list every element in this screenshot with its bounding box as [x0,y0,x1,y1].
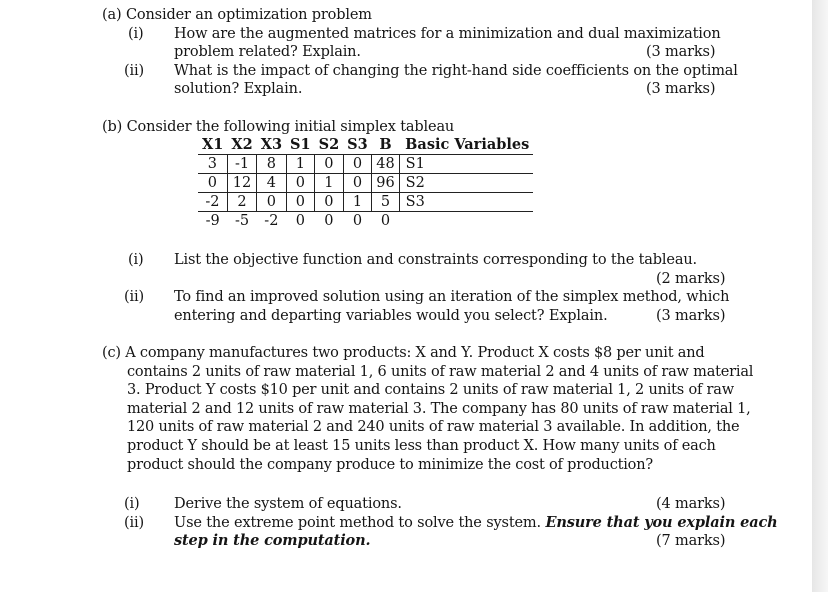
header-x1: X1 [202,136,224,153]
part-a-ii-line2: solution? Explain. [174,81,303,97]
table-cell: -9 [205,213,220,229]
table-cell: 0 [343,174,372,193]
part-b-ii-line2: entering and departing variables would you select? Explain. [174,308,608,324]
part-c-text: (c) A company manufactures two products: X and Y. Product X costs $8 per unit and contains 2 units of raw material 1, 6 units of raw material 2 and 4 units of raw material 3. Product Y costs $10 per unit and contains 2 units of raw material 1, 2 units of raw material 2 and 12 units of raw material 3. The company has 80 units of raw material 1, 120 units of raw material 2 and 240 units of raw material 3 available. In addition, the product Y should be at least 15 units less than product X. How many units of each product should the company produce to minimize the cost of production? [102,345,754,473]
table-cell: 0 [315,155,344,174]
header-x2: X2 [231,136,253,153]
header-s1: S1 [290,136,311,153]
page-edge [812,0,828,592]
part-c-i-number: (i) [124,496,140,512]
table-cell: 1 [286,155,315,174]
table-cell-basic-variable: S1 [399,155,533,174]
table-cell: 0 [198,174,227,193]
part-a-ii-number: (ii) [124,63,144,79]
part-a-i-line1: How are the augmented matrices for a minimization and dual maximization [174,26,721,42]
table-row-objective [198,212,533,231]
part-c-ii-plain: Use the extreme point method to solve the system. [174,515,541,531]
table-cell: 48 [372,155,399,174]
table-cell: -1 [227,155,256,174]
table-cell: -2 [264,213,279,229]
table-cell-basic-variable: S2 [399,174,533,193]
part-c-i-text: Derive the system of equations. [174,496,402,512]
table-row [198,174,533,193]
table-cell: 0 [324,213,334,229]
table-cell: 0 [380,213,391,229]
table-cell: 1 [315,174,344,193]
part-a-ii-line1: What is the impact of changing the right-hand side coefficients on the optimal [174,63,738,79]
table-cell: 3 [198,155,227,174]
table-cell-basic-variable [399,212,533,231]
table-cell: 0 [343,155,372,174]
simplex-tableau [198,136,533,230]
table-cell: 1 [343,193,372,212]
table-cell: 0 [295,213,305,229]
part-c-ii-emphasis-1: Ensure that you explain each [545,514,778,531]
header-s3: S3 [347,136,368,153]
part-c-i-marks: (4 marks) [656,496,726,512]
table-cell: 0 [286,193,315,212]
table-cell: 12 [227,174,256,193]
table-cell: -2 [198,193,227,212]
part-c-ii-marks: (7 marks) [656,533,726,549]
part-b-ii-line1: To find an improved solution using an iteration of the simplex method, which [174,289,730,305]
header-basic-variables: Basic Variables [405,136,530,153]
table-cell: -5 [234,213,250,229]
table-cell: 96 [372,174,399,193]
part-c-ii-line1 [174,514,778,532]
table-cell: 2 [227,193,256,212]
header-x3: X3 [260,136,283,153]
table-cell-basic-variable: S3 [399,193,533,212]
part-c-paragraph [102,344,757,474]
table-cell: 0 [286,174,315,193]
table-cell: 4 [257,174,286,193]
table-row [198,155,533,174]
header-s2: S2 [318,136,340,153]
part-b-i-marks: (2 marks) [656,271,726,287]
part-a-heading: (a) Consider an optimization problem [102,7,372,23]
part-b-i-text: List the objective function and constraints corresponding to the tableau. [174,252,697,268]
table-cell: 0 [315,193,344,212]
table-cell: 0 [257,193,286,212]
part-b-ii-marks: (3 marks) [656,308,726,324]
table-cell: 5 [372,193,399,212]
part-c-ii-emphasis-2: step in the computation. [174,532,371,549]
part-a-ii-marks: (3 marks) [646,81,716,97]
part-a-i-line2: problem related? Explain. [174,44,361,60]
header-b: B [379,136,392,153]
table-cell: 8 [257,155,286,174]
part-a-i-number: (i) [128,26,144,42]
part-b-heading: (b) Consider the following initial simplex tableau [102,119,455,135]
part-c-ii-number: (ii) [124,515,144,531]
part-a-i-marks: (3 marks) [646,44,716,60]
part-b-ii-number: (ii) [124,289,144,305]
part-b-i-number: (i) [128,252,144,268]
table-row [198,193,533,212]
table-cell: 0 [352,213,363,229]
